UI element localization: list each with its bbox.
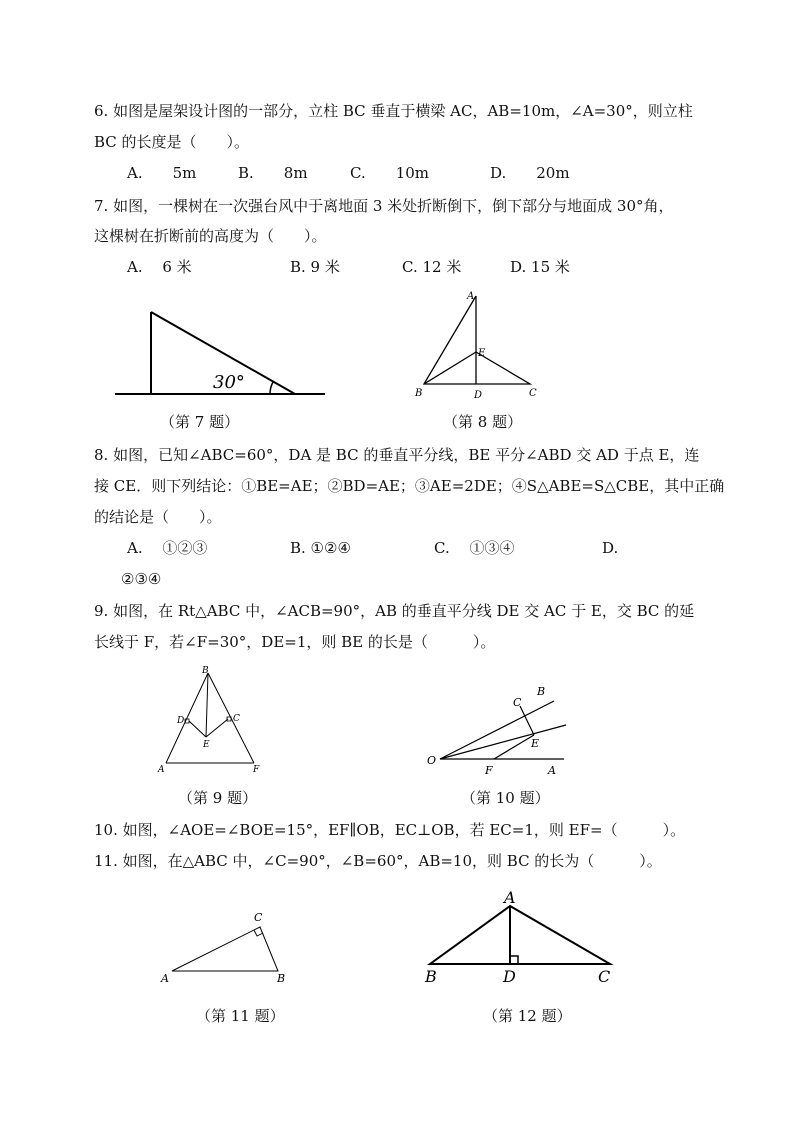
figure-8 — [412, 290, 552, 402]
label-o: O — [427, 754, 437, 767]
label-a: A — [161, 972, 169, 985]
q8-option-a: A. ①②③ — [127, 539, 208, 557]
label-c: C — [254, 911, 263, 924]
angle-arc — [270, 382, 273, 394]
label-b: B — [277, 972, 286, 985]
figure-10-caption: （第 10 题） — [461, 789, 550, 807]
segment-de — [189, 721, 206, 737]
outline — [424, 296, 530, 384]
label-a: A — [467, 291, 475, 302]
q8-option-b: B. ①②④ — [290, 539, 351, 557]
q6-line2: BC 的长度是（ ）。 — [94, 133, 250, 151]
label-c: C — [233, 714, 240, 724]
q8-option-c: C. ①③④ — [434, 539, 515, 557]
q6-option-a: A. 5m — [127, 164, 197, 182]
figure-9 — [156, 665, 266, 780]
label-d: D — [503, 967, 516, 986]
q9-line1: 9. 如图，在 Rt△ABC 中，∠ACB=90°，AB 的垂直平分线 DE 交 AC 于 E，交 BC 的延 — [94, 602, 695, 620]
label-e: E — [531, 737, 540, 750]
q8-line1: 8. 如图，已知∠ABC=60°，DA 是 BC 的垂直平分线，BE 平分∠ABD 交 AD 于点 E，连 — [94, 446, 700, 464]
figure-12 — [420, 888, 620, 988]
label-a: A — [158, 765, 165, 775]
label-c: C — [529, 388, 537, 399]
label-c: C — [513, 696, 522, 709]
q7-option-a: A. 6 米 — [127, 258, 192, 276]
segment-ce — [520, 706, 534, 735]
q8-option-d-value: ②③④ — [121, 570, 162, 588]
q6-option-d: D. 20m — [490, 164, 570, 182]
triangle-abc — [430, 906, 610, 964]
figure-8-caption: （第 8 题） — [443, 413, 523, 431]
q8-option-d: D. — [602, 539, 619, 557]
q6-option-b: B. 8m — [238, 164, 308, 182]
segment-be — [424, 352, 476, 384]
q7-line2: 这棵树在折断前的高度为（ ）。 — [94, 227, 327, 245]
right-angle-d — [510, 956, 518, 964]
figure-7 — [113, 308, 328, 398]
segment-ce — [206, 719, 228, 737]
ray-ob — [440, 701, 554, 759]
figure-10 — [424, 683, 574, 778]
q8-line2: 接 CE．则下列结论：①BE=AE；②BD=AE；③AE=2DE；④S△ABE=S△CBE，其中正确 — [94, 477, 725, 495]
label-b: B — [537, 685, 546, 698]
figure-12-caption: （第 12 题） — [483, 1007, 572, 1025]
label-b: B — [202, 666, 209, 676]
label-b: B — [415, 388, 423, 399]
figure-11-caption: （第 11 题） — [196, 1007, 285, 1025]
q7-option-c: C. 12 米 — [402, 258, 462, 276]
q9-line2: 长线于 F，若∠F=30°，DE=1，则 BE 的长是（ ）。 — [94, 633, 496, 651]
label-b: B — [425, 967, 437, 986]
q7-option-d: D. 15 米 — [510, 258, 570, 276]
q7-line1: 7. 如图，一棵树在一次强台风中于离地面 3 米处折断倒下，倒下部分与地面成 30°角， — [94, 197, 674, 215]
segment-be — [206, 673, 208, 737]
q8-line3: 的结论是（ ）。 — [94, 508, 222, 526]
q6-line1: 6. 如图是屋架设计图的一部分，立柱 BC 垂直于横梁 AC，AB=10m，∠A=30°，则立柱 — [94, 102, 693, 120]
figure-9-caption: （第 9 题） — [178, 789, 258, 807]
label-e: E — [478, 348, 486, 359]
q6-option-c: C. 10m — [350, 164, 430, 182]
figure-11 — [158, 907, 298, 987]
label-f: F — [253, 765, 260, 775]
segment-ba — [166, 673, 208, 763]
label-d: D — [474, 390, 483, 401]
label-f: F — [485, 764, 493, 777]
label-c: C — [598, 967, 611, 986]
q11-line1: 11. 如图，在△ABC 中，∠C=90°，∠B=60°，AB=10，则 BC 的长为（ ）。 — [94, 852, 662, 870]
label-d: D — [177, 716, 185, 726]
q7-option-b: B. 9 米 — [290, 258, 340, 276]
q10-line1: 10. 如图，∠AOE=∠BOE=15°，EF∥OB，EC⊥OB，若 EC=1，则 EF=（ ）。 — [94, 821, 686, 839]
label-a: A — [504, 888, 516, 907]
label-a: A — [548, 764, 556, 777]
figure-7-caption: （第 7 题） — [160, 413, 240, 431]
angle-label: 30° — [213, 372, 245, 393]
label-e: E — [203, 740, 210, 750]
